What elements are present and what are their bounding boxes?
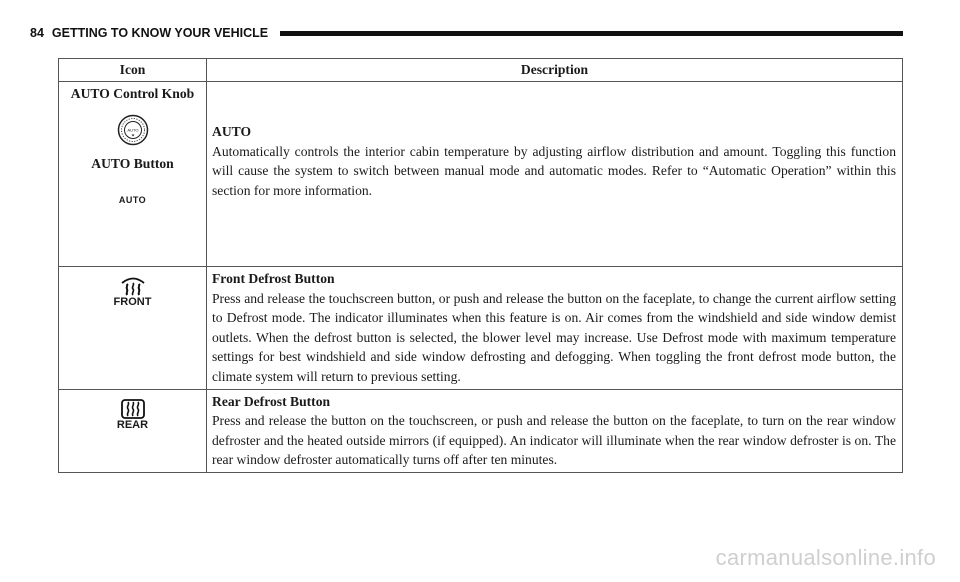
watermark: carmanualsonline.info bbox=[715, 545, 936, 570]
description-cell-front-defrost bbox=[207, 267, 903, 390]
front-defrost-icon bbox=[120, 275, 146, 297]
auto-description: Automatically controls the interior cabin temperature by adjusting airflow distribution and amount. Toggling this function will cause the system to switch between manual mode and automatic modes. Refer to “Automatic Operation” within this section for more information. bbox=[212, 143, 896, 198]
rear-defrost-description: Press and release the button on the touchscreen, or push and release the button on the faceplate, to turn on the rear window defroster and the heated outside mirrors (if equipped). An indicator will illuminate when the rear window defroster is on. The rear window defroster automatically turns off after ten minutes. bbox=[212, 413, 896, 468]
front-caption: FRONT bbox=[113, 296, 152, 308]
rear-defrost-icon bbox=[120, 398, 146, 420]
front-defrost-title: Front Defrost Button bbox=[212, 271, 335, 286]
icon-cell-rear-defrost bbox=[59, 389, 207, 472]
table-header-row bbox=[59, 59, 903, 82]
table-row-auto bbox=[59, 82, 903, 267]
table-row-front-defrost bbox=[59, 267, 903, 390]
description-cell-rear-defrost bbox=[207, 389, 903, 472]
icon-cell-front-defrost bbox=[59, 267, 207, 390]
rear-defrost-title: Rear Defrost Button bbox=[212, 393, 331, 409]
knob-text: AUTO bbox=[126, 127, 139, 133]
front-defrost-description: Press and release the touchscreen button, or push and release the button on the faceplate, to change the current airflow setting to Defrost mode. The indicator illuminates when this feature is on. Air comes from the windshield and side window demist outlets. When the defrost button is selected, the blower level may increase. Use Defrost mode with maximum temperature settings for best windshield and side window defrosting and defogging. When toggling the front defrost mode button, the climate system will return to previous setting. bbox=[212, 290, 896, 384]
header-rule bbox=[280, 31, 903, 36]
table-row-rear-defrost bbox=[59, 389, 903, 472]
rear-caption: REAR bbox=[116, 418, 149, 431]
auto-button-label: AUTO Button bbox=[91, 155, 174, 171]
section-title: GETTING TO KNOW YOUR VEHICLE bbox=[51, 26, 269, 40]
page-header bbox=[30, 23, 903, 43]
climate-controls-table bbox=[58, 58, 903, 473]
auto-title: AUTO bbox=[212, 124, 252, 139]
page-number: 84 bbox=[30, 26, 44, 40]
column-header-icon: Icon bbox=[59, 59, 207, 82]
column-header-description: Description bbox=[207, 59, 903, 82]
auto-knob-icon bbox=[117, 114, 149, 146]
icon-cell-auto bbox=[59, 82, 207, 267]
description-cell-auto bbox=[207, 82, 903, 267]
auto-button-icon: AUTO bbox=[118, 195, 147, 206]
auto-control-knob-label: AUTO Control Knob bbox=[70, 86, 195, 101]
